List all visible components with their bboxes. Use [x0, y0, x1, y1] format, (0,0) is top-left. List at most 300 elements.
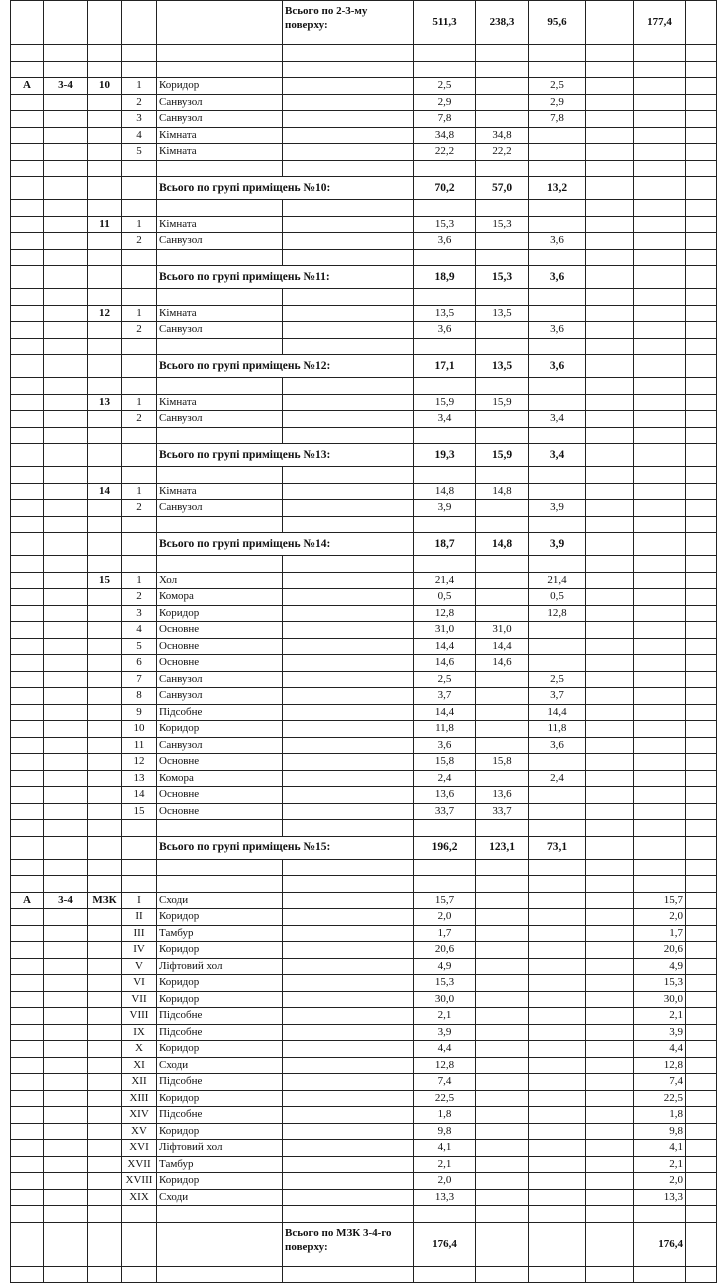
empty-cell	[44, 1222, 88, 1266]
summary-living: 15,3	[476, 266, 529, 289]
lit-cell	[11, 991, 44, 1008]
empty-cell	[476, 859, 529, 876]
group-number-cell	[88, 1140, 122, 1157]
other-area-cell	[634, 803, 686, 820]
empty-cell	[88, 859, 122, 876]
lit-cell: А	[11, 892, 44, 909]
empty-cell	[414, 249, 476, 266]
group-number-cell	[88, 1173, 122, 1190]
empty-cell	[44, 820, 88, 837]
empty-cell	[88, 444, 122, 467]
aux-area-cell	[529, 991, 586, 1008]
empty-cell	[122, 427, 157, 444]
room-name-cell: Основне	[157, 622, 283, 639]
empty-cell	[122, 859, 157, 876]
lit-cell: А	[11, 78, 44, 95]
floor-total-living: 238,3	[476, 1, 529, 45]
empty-cell	[686, 394, 717, 411]
room-number-cell: 12	[122, 754, 157, 771]
spacer-row	[11, 1206, 717, 1223]
balcony-area-cell	[586, 483, 634, 500]
room-number-cell: VI	[122, 975, 157, 992]
empty-cell	[11, 427, 44, 444]
total-area-cell: 4,9	[414, 958, 476, 975]
floor-cell	[44, 111, 88, 128]
lit-cell	[11, 305, 44, 322]
empty-cell	[686, 704, 717, 721]
empty-cell	[122, 1222, 157, 1266]
empty-cell	[283, 200, 414, 217]
empty-cell	[414, 160, 476, 177]
empty-cell	[529, 45, 586, 62]
balcony-area-cell	[586, 1107, 634, 1124]
empty-cell	[44, 533, 88, 556]
floor-cell	[44, 322, 88, 339]
empty-cell	[11, 836, 44, 859]
empty-cell	[586, 249, 634, 266]
other-area-cell: 15,7	[634, 892, 686, 909]
total-area-cell: 34,8	[414, 127, 476, 144]
total-area-cell: 3,4	[414, 411, 476, 428]
empty-cell	[283, 378, 414, 395]
total-area-cell: 3,9	[414, 1024, 476, 1041]
lit-cell	[11, 688, 44, 705]
empty-cell	[88, 355, 122, 378]
living-area-cell: 15,9	[476, 394, 529, 411]
balcony-area-cell	[586, 411, 634, 428]
living-area-cell	[476, 704, 529, 721]
group-number-cell	[88, 94, 122, 111]
empty-cell	[586, 533, 634, 556]
table-row	[11, 78, 717, 95]
room-number-cell: 11	[122, 737, 157, 754]
empty-cell	[44, 338, 88, 355]
room-name-cell: Основне	[157, 787, 283, 804]
table-row	[11, 144, 717, 161]
room-name-cell: Коридор	[157, 1173, 283, 1190]
empty-cell	[157, 45, 283, 62]
lit-cell	[11, 1057, 44, 1074]
other-area-cell: 1,8	[634, 1107, 686, 1124]
floor-total-label: Всього по 2-3-му поверху:	[283, 1, 414, 45]
aux-area-cell	[529, 1008, 586, 1025]
balcony-area-cell	[586, 572, 634, 589]
balcony-area-cell	[586, 737, 634, 754]
living-area-cell	[476, 1173, 529, 1190]
empty-cell	[476, 1206, 529, 1223]
room-number-cell: 5	[122, 638, 157, 655]
table-row	[11, 770, 717, 787]
empty-cell	[157, 859, 283, 876]
empty-cell	[686, 45, 717, 62]
empty-cell	[686, 836, 717, 859]
empty-cell	[283, 909, 414, 926]
floor-cell	[44, 704, 88, 721]
empty-cell	[686, 1074, 717, 1091]
empty-cell	[157, 876, 283, 893]
lit-cell	[11, 975, 44, 992]
empty-cell	[11, 859, 44, 876]
summary-total: 196,2	[414, 836, 476, 859]
room-number-cell: IV	[122, 942, 157, 959]
empty-cell	[283, 671, 414, 688]
empty-cell	[122, 1266, 157, 1283]
living-area-cell	[476, 892, 529, 909]
empty-cell	[414, 467, 476, 484]
room-number-cell: III	[122, 925, 157, 942]
total-area-cell: 0,5	[414, 589, 476, 606]
aux-area-cell	[529, 1074, 586, 1091]
lit-cell	[11, 605, 44, 622]
room-name-cell: Підсобне	[157, 1024, 283, 1041]
group-number-cell: 14	[88, 483, 122, 500]
floor-cell: 3-4	[44, 892, 88, 909]
living-area-cell	[476, 111, 529, 128]
empty-cell	[88, 200, 122, 217]
empty-cell	[283, 233, 414, 250]
lit-cell	[11, 638, 44, 655]
balcony-area-cell	[586, 803, 634, 820]
living-area-cell	[476, 942, 529, 959]
empty-cell	[686, 78, 717, 95]
aux-area-cell: 2,5	[529, 671, 586, 688]
living-area-cell: 15,3	[476, 216, 529, 233]
lit-cell	[11, 111, 44, 128]
lit-cell	[11, 1189, 44, 1206]
aux-area-cell	[529, 1173, 586, 1190]
room-name-cell: Підсобне	[157, 1008, 283, 1025]
empty-cell	[686, 1123, 717, 1140]
total-area-cell: 11,8	[414, 721, 476, 738]
balcony-area-cell	[586, 704, 634, 721]
lit-cell	[11, 1074, 44, 1091]
living-area-cell: 33,7	[476, 803, 529, 820]
empty-cell	[11, 338, 44, 355]
room-name-cell: Підсобне	[157, 1107, 283, 1124]
balcony-area-cell	[586, 94, 634, 111]
other-area-cell	[634, 127, 686, 144]
total-area-cell: 2,5	[414, 671, 476, 688]
balcony-area-cell	[586, 754, 634, 771]
room-name-cell: Кімната	[157, 127, 283, 144]
balcony-area-cell	[586, 144, 634, 161]
empty-cell	[11, 177, 44, 200]
empty-cell	[157, 378, 283, 395]
empty-cell	[283, 394, 414, 411]
empty-cell	[283, 467, 414, 484]
lit-cell	[11, 411, 44, 428]
living-area-cell	[476, 572, 529, 589]
living-area-cell	[476, 322, 529, 339]
empty-cell	[283, 1189, 414, 1206]
balcony-area-cell	[586, 1090, 634, 1107]
aux-area-cell	[529, 925, 586, 942]
balcony-area-cell	[586, 1041, 634, 1058]
empty-cell	[586, 859, 634, 876]
total-area-cell: 9,8	[414, 1123, 476, 1140]
empty-cell	[529, 160, 586, 177]
empty-cell	[283, 737, 414, 754]
other-area-cell	[634, 787, 686, 804]
floor-cell	[44, 655, 88, 672]
empty-cell	[283, 655, 414, 672]
total-area-cell: 2,1	[414, 1156, 476, 1173]
other-area-cell: 4,4	[634, 1041, 686, 1058]
room-number-cell: XVII	[122, 1156, 157, 1173]
empty-cell	[88, 266, 122, 289]
lit-cell	[11, 737, 44, 754]
total-area-cell: 13,3	[414, 1189, 476, 1206]
living-area-cell	[476, 1156, 529, 1173]
room-name-cell: Підсобне	[157, 1074, 283, 1091]
total-area-cell: 14,4	[414, 704, 476, 721]
room-name-cell: Санвузол	[157, 688, 283, 705]
empty-cell	[157, 160, 283, 177]
empty-cell	[122, 249, 157, 266]
empty-cell	[283, 770, 414, 787]
room-number-cell: 8	[122, 688, 157, 705]
empty-cell	[634, 160, 686, 177]
summary-total: 19,3	[414, 444, 476, 467]
floor-cell	[44, 638, 88, 655]
floor-cell	[44, 144, 88, 161]
spacer-row	[11, 467, 717, 484]
empty-cell	[122, 444, 157, 467]
group-number-cell	[88, 411, 122, 428]
group-number-cell	[88, 1156, 122, 1173]
empty-cell	[686, 721, 717, 738]
total-area-cell: 1,7	[414, 925, 476, 942]
summary-aux: 73,1	[529, 836, 586, 859]
empty-cell	[476, 1266, 529, 1283]
empty-cell	[44, 355, 88, 378]
group-number-cell	[88, 322, 122, 339]
empty-cell	[157, 1206, 283, 1223]
empty-cell	[11, 266, 44, 289]
empty-cell	[11, 516, 44, 533]
living-area-cell	[476, 770, 529, 787]
room-name-cell: Сходи	[157, 892, 283, 909]
spacer-row	[11, 859, 717, 876]
group-number-cell	[88, 1008, 122, 1025]
empty-cell	[476, 249, 529, 266]
empty-cell	[283, 1057, 414, 1074]
group-number-cell	[88, 991, 122, 1008]
summary-total: 18,9	[414, 266, 476, 289]
empty-cell	[283, 127, 414, 144]
total-area-cell: 4,4	[414, 1041, 476, 1058]
lit-cell	[11, 127, 44, 144]
total-area-cell: 7,8	[414, 111, 476, 128]
table-row	[11, 942, 717, 959]
empty-cell	[283, 991, 414, 1008]
empty-cell	[11, 1206, 44, 1223]
total-area-cell: 15,3	[414, 975, 476, 992]
other-area-cell	[634, 305, 686, 322]
aux-area-cell: 3,4	[529, 411, 586, 428]
empty-cell	[634, 378, 686, 395]
empty-cell	[122, 533, 157, 556]
empty-cell	[44, 876, 88, 893]
other-area-cell	[634, 322, 686, 339]
aux-area-cell	[529, 216, 586, 233]
other-area-cell	[634, 394, 686, 411]
other-area-cell: 9,8	[634, 1123, 686, 1140]
empty-cell	[634, 266, 686, 289]
group-number-cell	[88, 144, 122, 161]
group-number-cell: 10	[88, 78, 122, 95]
empty-cell	[283, 1008, 414, 1025]
other-area-cell	[634, 704, 686, 721]
aux-area-cell: 0,5	[529, 589, 586, 606]
table-row	[11, 925, 717, 942]
room-number-cell: 3	[122, 111, 157, 128]
table-row	[11, 572, 717, 589]
aux-area-cell	[529, 622, 586, 639]
room-name-cell: Коридор	[157, 975, 283, 992]
empty-cell	[476, 338, 529, 355]
room-name-cell: Санвузол	[157, 111, 283, 128]
room-number-cell: 9	[122, 704, 157, 721]
total-area-cell: 3,6	[414, 233, 476, 250]
empty-cell	[44, 836, 88, 859]
balcony-area-cell	[586, 394, 634, 411]
living-area-cell	[476, 605, 529, 622]
lit-cell	[11, 770, 44, 787]
aux-area-cell: 2,5	[529, 78, 586, 95]
group-number-cell: МЗК	[88, 892, 122, 909]
empty-cell	[476, 467, 529, 484]
living-area-cell	[476, 411, 529, 428]
balcony-area-cell	[586, 770, 634, 787]
group-number-cell	[88, 1024, 122, 1041]
group-number-cell	[88, 803, 122, 820]
spacer-row	[11, 427, 717, 444]
floor-cell	[44, 1156, 88, 1173]
empty-cell	[414, 876, 476, 893]
group-summary-row	[11, 266, 717, 289]
room-name-cell: Сходи	[157, 1057, 283, 1074]
room-name-cell: Основне	[157, 638, 283, 655]
other-area-cell	[634, 144, 686, 161]
total-area-cell: 20,6	[414, 942, 476, 959]
balcony-area-cell	[586, 671, 634, 688]
empty-cell	[476, 556, 529, 573]
balcony-area-cell	[586, 721, 634, 738]
room-name-cell: Комора	[157, 589, 283, 606]
aux-area-cell: 3,7	[529, 688, 586, 705]
empty-cell	[157, 61, 283, 78]
empty-cell	[88, 820, 122, 837]
aux-area-cell: 3,9	[529, 500, 586, 517]
lit-cell	[11, 572, 44, 589]
group-number-cell	[88, 605, 122, 622]
group-number-cell	[88, 655, 122, 672]
empty-cell	[157, 516, 283, 533]
empty-cell	[529, 61, 586, 78]
empty-cell	[586, 556, 634, 573]
room-name-cell: Тамбур	[157, 925, 283, 942]
empty-cell	[122, 61, 157, 78]
empty-cell	[283, 516, 414, 533]
mzk-summary-row	[11, 1222, 717, 1266]
empty-cell	[122, 200, 157, 217]
empty-cell	[634, 444, 686, 467]
living-area-cell	[476, 991, 529, 1008]
other-area-cell	[634, 605, 686, 622]
empty-cell	[122, 160, 157, 177]
table-row	[11, 411, 717, 428]
table-row	[11, 111, 717, 128]
empty-cell	[44, 444, 88, 467]
lit-cell	[11, 1156, 44, 1173]
room-number-cell: 1	[122, 305, 157, 322]
group-number-cell	[88, 925, 122, 942]
empty-cell	[686, 1266, 717, 1283]
floor-cell	[44, 1008, 88, 1025]
living-area-cell	[476, 1041, 529, 1058]
aux-area-cell	[529, 754, 586, 771]
empty-cell	[586, 378, 634, 395]
room-number-cell: 13	[122, 770, 157, 787]
empty-cell	[686, 249, 717, 266]
room-number-cell: X	[122, 1041, 157, 1058]
balcony-area-cell	[586, 78, 634, 95]
floor-cell	[44, 605, 88, 622]
empty-cell	[634, 61, 686, 78]
total-area-cell: 2,4	[414, 770, 476, 787]
empty-cell	[686, 427, 717, 444]
aux-area-cell	[529, 1107, 586, 1124]
empty-cell	[686, 655, 717, 672]
empty-cell	[44, 467, 88, 484]
empty-cell	[686, 411, 717, 428]
summary-total: 17,1	[414, 355, 476, 378]
empty-cell	[686, 737, 717, 754]
lit-cell	[11, 394, 44, 411]
empty-cell	[283, 975, 414, 992]
group-number-cell	[88, 688, 122, 705]
empty-cell	[283, 704, 414, 721]
floor-cell	[44, 754, 88, 771]
living-area-cell	[476, 975, 529, 992]
table-row	[11, 958, 717, 975]
mzk-summary-total: 176,4	[414, 1222, 476, 1266]
table-body	[11, 1, 717, 1283]
group-number-cell	[88, 1123, 122, 1140]
empty-cell	[283, 803, 414, 820]
lit-cell	[11, 1008, 44, 1025]
aux-area-cell: 7,8	[529, 111, 586, 128]
empty-cell	[88, 45, 122, 62]
lit-cell	[11, 655, 44, 672]
total-area-cell: 21,4	[414, 572, 476, 589]
empty-cell	[686, 1008, 717, 1025]
empty-cell	[686, 94, 717, 111]
lit-cell	[11, 1090, 44, 1107]
empty-cell	[529, 1206, 586, 1223]
empty-cell	[686, 876, 717, 893]
empty-cell	[586, 177, 634, 200]
balcony-area-cell	[586, 605, 634, 622]
floor-cell	[44, 721, 88, 738]
empty-cell	[686, 892, 717, 909]
empty-cell	[44, 266, 88, 289]
summary-label: Всього по групі приміщень №15:	[157, 836, 414, 859]
other-area-cell: 4,1	[634, 1140, 686, 1157]
table-row	[11, 483, 717, 500]
aux-area-cell	[529, 394, 586, 411]
